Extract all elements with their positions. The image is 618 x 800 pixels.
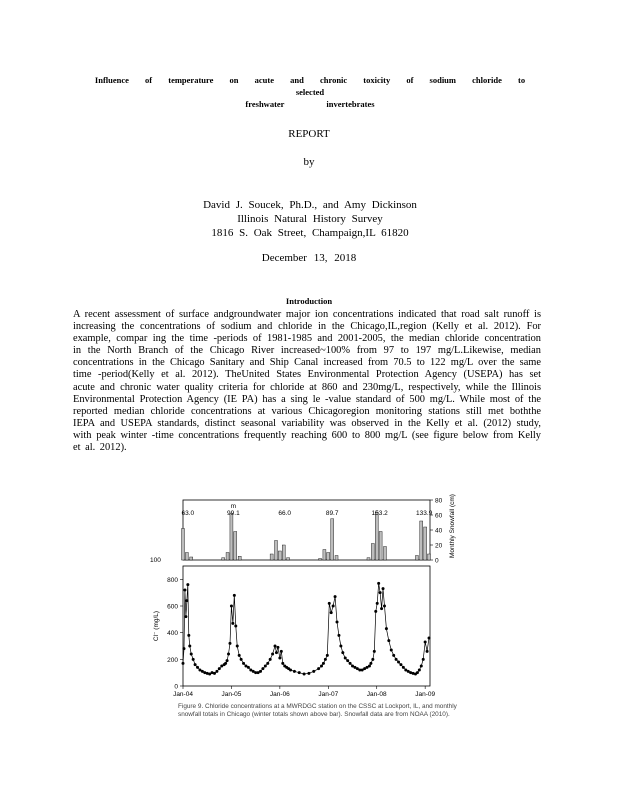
- chloride-point: [422, 658, 425, 661]
- chloride-point: [380, 607, 383, 610]
- chloride-point: [266, 662, 269, 665]
- bar-left-tick-label: 100: [150, 557, 161, 564]
- snowfall-bar: [226, 553, 229, 561]
- chloride-point: [185, 599, 188, 602]
- line-y-tick-label: 800: [167, 576, 178, 584]
- chloride-point: [247, 666, 250, 669]
- chloride-point: [426, 650, 429, 653]
- snowfall-bar: [230, 514, 233, 561]
- chloride-point: [379, 591, 382, 594]
- snowfall-bar: [282, 545, 285, 560]
- winter-total-label: 89.7: [325, 510, 339, 517]
- figure-caption: Figure 9. Chloride concentrations at a MWRDGC station on the CSSC at Lockport, IL, and monthly snowfall totals in Chicago (winter totals shown above bar). Snowfall data are from NOAA (2010).: [178, 703, 457, 719]
- chloride-point: [182, 647, 185, 650]
- chloride-point: [399, 663, 402, 666]
- chloride-point: [264, 665, 267, 668]
- snowfall-bar: [182, 529, 185, 561]
- snowfall-bar: [222, 558, 225, 560]
- chloride-point: [424, 641, 427, 644]
- title-line-1: Influence of temperature on acute and chronic toxicity of sodium chloride to selected: [94, 75, 526, 97]
- winter-total-label: 99.1: [227, 510, 240, 517]
- chloride-point: [387, 639, 390, 642]
- winter-total-label: 133.9: [416, 510, 433, 517]
- snowfall-bar: [331, 519, 334, 560]
- chloride-point: [382, 587, 385, 590]
- chloride-line-panel: [153, 566, 435, 698]
- chloride-point: [261, 667, 264, 670]
- chloride-point: [215, 670, 218, 673]
- chloride-point: [238, 654, 241, 657]
- chloride-point: [332, 605, 335, 608]
- chloride-point: [344, 657, 347, 660]
- chloride-point: [341, 651, 344, 654]
- chloride-point: [276, 646, 279, 649]
- bar-y-tick-label: 60: [435, 512, 443, 520]
- line-y-tick-label: 200: [167, 656, 178, 664]
- by-label: by: [303, 156, 315, 168]
- chloride-point: [334, 595, 337, 598]
- snowfall-bar: [428, 554, 431, 560]
- snowfall-bar: [274, 541, 277, 561]
- bar-y-tick-label: 40: [435, 527, 443, 535]
- chloride-point: [336, 621, 339, 624]
- intro-paragraph: A recent assessment of surface andgroundwater major ion concentrations indicated that road salt runoff is increasing the concentrations of sodium and chloride in the Chicago,IL,region (Kelly et al. 2012). For example, compar ing the time -periods of 1981-1985 and 2001-2005, the median chloride concentration in the North Branch of the Chicago River increased~100% from 97 to 197 mg/L.Likewise, median concentrations in the Chicago Sanitary and Ship Canal increased from 70.5 to 122 mg/L over the same time -period(Kelly et al. 2012). TheUnited States Environmental Protection Agency (USEPA) has set acute and chronic water quality criteria for chloride at 860 and 230mg/L, respectively, while the Illinois Environmental Protection Agency (IE PA) has a sing le -value standard of 500 mg/L. While most of the reported median chloride concentrations at various Chicagoregion monitoring stations still met boththe IEPA and USEPA standards, distinct seasonal variability was observed in the Kelly et al. (2012) study, with peak winter -time concentrations frequently reaching 600 to 800 mg/L (see figure below from Kelly et al. 2012).: [73, 309, 541, 454]
- chloride-point: [330, 611, 333, 614]
- line-y-axis-label: Cl⁻ (mg/L): [153, 610, 160, 642]
- bar-y-tick-label: 20: [435, 542, 443, 550]
- snowfall-bar: [383, 547, 386, 561]
- snowfall-bar: [420, 521, 423, 560]
- chloride-point: [271, 653, 274, 656]
- chloride-point: [228, 642, 231, 645]
- chloride-point: [224, 662, 227, 665]
- snowfall-bar: [234, 532, 237, 561]
- chloride-point: [293, 670, 296, 673]
- chloride-point: [312, 670, 315, 673]
- authors: David J. Soucek, Ph.D., and Amy Dickinson: [203, 199, 417, 211]
- chloride-point: [289, 669, 292, 672]
- chloride-point: [402, 666, 405, 669]
- line-x-tick-label: Jan-05: [221, 691, 242, 698]
- snowfall-bar: [278, 551, 281, 560]
- chloride-point: [278, 657, 281, 660]
- chloride-point: [322, 662, 325, 665]
- line-y-tick-label: 600: [167, 603, 178, 611]
- snowfall-bar-panel: [150, 494, 456, 564]
- chloride-point: [339, 645, 342, 648]
- snowfall-bar: [371, 544, 374, 561]
- winter-total-label: 63.0: [181, 510, 195, 517]
- snowfall-bar: [270, 554, 273, 560]
- chloride-point: [374, 610, 377, 613]
- chloride-point: [383, 605, 386, 608]
- line-y-tick-label: 400: [167, 630, 178, 638]
- chloride-point: [275, 651, 278, 654]
- chloride-point: [371, 658, 374, 661]
- chloride-point: [186, 583, 189, 586]
- chloride-point: [226, 659, 229, 662]
- chloride-point: [269, 658, 272, 661]
- chloride-point: [328, 602, 331, 605]
- chloride-point: [236, 645, 239, 648]
- line-y-tick-label: 0: [174, 683, 178, 691]
- snowfall-bar: [190, 557, 193, 560]
- line-x-tick-label: Jan-09: [415, 691, 436, 698]
- chloride-point: [392, 654, 395, 657]
- chloride-point: [259, 670, 262, 673]
- chloride-point: [349, 662, 352, 665]
- chloride-point: [373, 650, 376, 653]
- chloride-point: [240, 658, 243, 661]
- snowfall-bar: [415, 556, 418, 561]
- chloride-point: [307, 672, 310, 675]
- chloride-point: [190, 653, 193, 656]
- snowfall-bar: [424, 527, 427, 560]
- chloride-point: [368, 665, 371, 668]
- snowfall-bar: [319, 559, 322, 561]
- chloride-point: [337, 634, 340, 637]
- snowfall-bar: [379, 532, 382, 561]
- snowfall-bar: [185, 553, 188, 561]
- snowfall-bar: [335, 556, 338, 561]
- chloride-point: [194, 663, 197, 666]
- bar-y-tick-label: 0: [435, 557, 439, 565]
- chloride-point: [326, 654, 329, 657]
- chloride-point: [187, 634, 190, 637]
- chloride-point: [184, 615, 187, 618]
- chloride-point: [369, 662, 372, 665]
- institution: Illinois Natural History Survey: [237, 213, 383, 225]
- winter-total-label: 66.0: [278, 510, 292, 517]
- chloride-point: [281, 662, 284, 665]
- chloride-point: [196, 666, 199, 669]
- title-line-2: freshwater invertebrates: [245, 99, 375, 109]
- chloride-point: [218, 667, 221, 670]
- chloride-point: [317, 667, 320, 670]
- document-title: [80, 74, 540, 110]
- chloride-point: [233, 594, 236, 597]
- author-block: [180, 198, 440, 240]
- line-x-tick-label: Jan-06: [269, 691, 290, 698]
- chloride-point: [234, 625, 237, 628]
- chloride-point: [320, 665, 323, 668]
- chloride-point: [377, 582, 380, 585]
- chloride-point: [183, 589, 186, 592]
- chloride-point: [395, 658, 398, 661]
- snowfall-bar: [327, 553, 330, 561]
- marker-label: m: [230, 503, 237, 510]
- snowfall-bar: [367, 558, 370, 560]
- chloride-point: [385, 627, 388, 630]
- snowfall-bar: [238, 556, 241, 560]
- snowfall-bar: [375, 512, 378, 560]
- chloride-point: [188, 645, 191, 648]
- chloride-point: [227, 653, 230, 656]
- winter-total-label: 153.2: [371, 510, 388, 517]
- line-x-tick-label: Jan-07: [318, 691, 339, 698]
- chloride-point: [346, 659, 349, 662]
- chloride-point: [230, 605, 233, 608]
- chloride-point: [231, 622, 234, 625]
- chloride-point: [298, 671, 301, 674]
- chloride-point: [213, 672, 216, 675]
- report-label: REPORT: [288, 128, 330, 140]
- chloride-point: [420, 665, 423, 668]
- bar-y-axis-label: Monthly Snowfall (cm): [449, 494, 456, 558]
- chloride-series-line: [183, 583, 429, 674]
- chloride-snowfall-figure: [150, 492, 456, 698]
- line-x-tick-label: Jan-08: [366, 691, 387, 698]
- chloride-point: [242, 662, 245, 665]
- chloride-point: [428, 637, 431, 640]
- chloride-point: [397, 661, 400, 664]
- chloride-point: [390, 649, 393, 652]
- address: 1816 S. Oak Street, Champaign,IL 61820: [211, 227, 409, 239]
- line-x-tick-label: Jan-04: [173, 691, 193, 698]
- chloride-point: [324, 658, 327, 661]
- chloride-point: [376, 602, 379, 605]
- bar-y-tick-label: 80: [435, 497, 443, 505]
- bar-panel-frame: [183, 500, 430, 560]
- chloride-point: [192, 658, 195, 661]
- chloride-point: [416, 671, 419, 674]
- chloride-point: [418, 669, 421, 672]
- snowfall-bar: [323, 550, 326, 561]
- chloride-point: [280, 650, 283, 653]
- snowfall-bar: [287, 558, 290, 560]
- section-heading: Introduction: [285, 296, 333, 306]
- report-date: December 13, 2018: [261, 252, 357, 264]
- chloride-point: [182, 662, 185, 665]
- chloride-point: [303, 673, 306, 676]
- chloride-point: [274, 645, 277, 648]
